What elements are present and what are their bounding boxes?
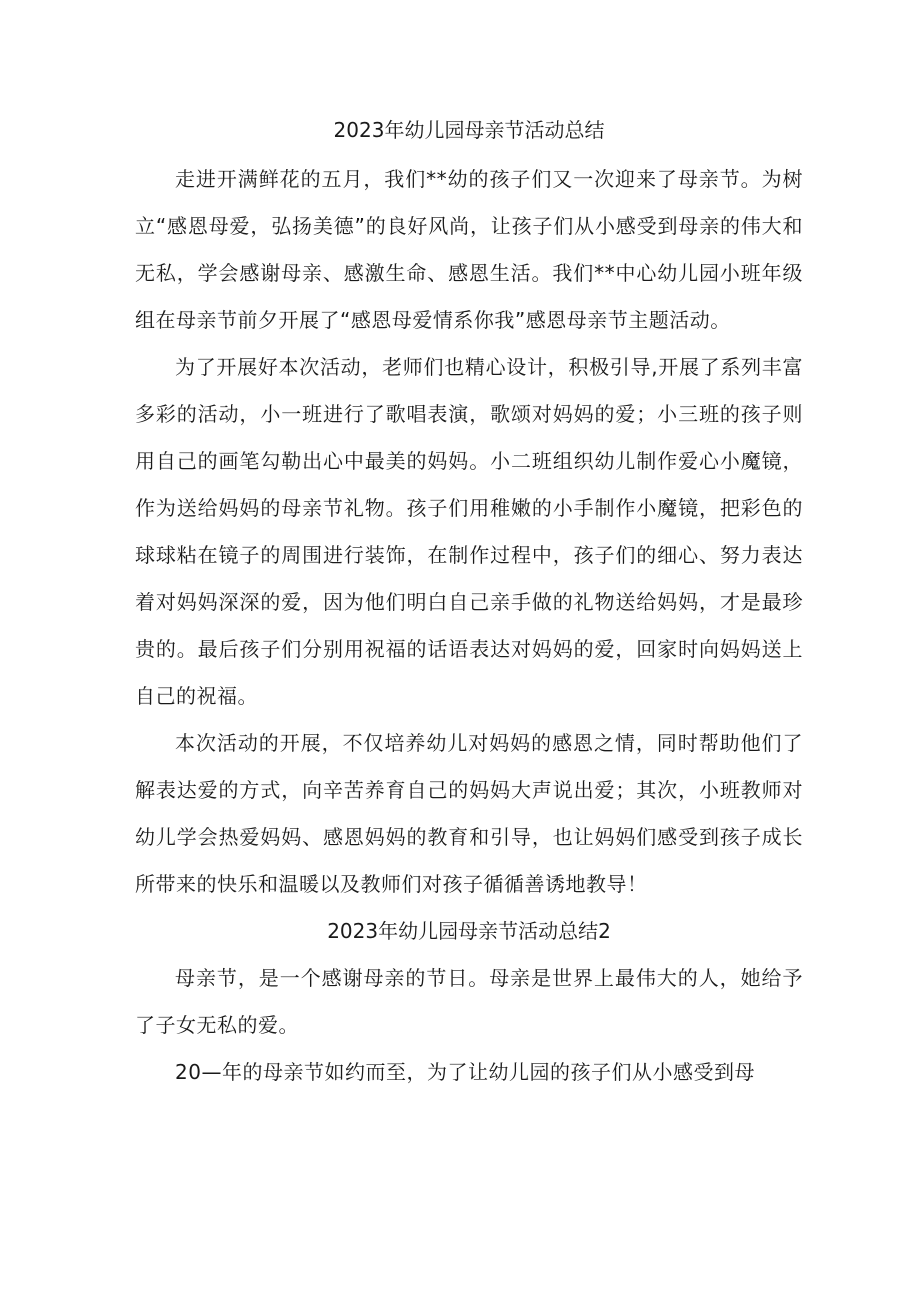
section-title-2: 2023年幼儿园母亲节活动总结2 bbox=[327, 919, 611, 943]
document-body bbox=[135, 112, 803, 1096]
document-title: 2023年幼儿园母亲节活动总结 bbox=[333, 118, 605, 142]
paragraph-4: 母亲节，是一个感谢母亲的节日。母亲是世界上最伟大的人，她给予了子女无私的爱。 bbox=[135, 966, 803, 1037]
paragraph-5: 20—年的母亲节如约而至，为了让幼儿园的孩子们从小感受到母 bbox=[175, 1060, 755, 1084]
paragraph-2: 为了开展好本次活动，老师们也精心设计，积极引导,开展了系列丰富多彩的活动，小一班进行了歌唱表演，歌颂对妈妈的爱；小三班的孩子则用自己的画笔勾勒出心中最美的妈妈。小二班组织幼儿制作爱心小魔镜，作为送给妈妈的母亲节礼物。孩子们用稚嫩的小手制作小魔镜，把彩色的球球粘在镜子的周围进行装饰，在制作过程中，孩子们的细心、努力表达着对妈妈深深的爱，因为他们明白自己亲手做的礼物送给妈妈，才是最珍贵的。最后孩子们分别用祝福的话语表达对妈妈的爱，回家时向妈妈送上自己的祝福。 bbox=[135, 355, 803, 708]
paragraph-3: 本次活动的开展，不仅培养幼儿对妈妈的感恩之情，同时帮助他们了解表达爱的方式，向辛苦养育自己的妈妈大声说出爱；其次，小班教师对幼儿学会热爱妈妈、感恩妈妈的教育和引导，也让妈妈们感受到孩子成长所带来的快乐和温暖以及教师们对孩子循循善诱地教导！ bbox=[135, 731, 803, 896]
paragraph-1: 走进开满鲜花的五月，我们**幼的孩子们又一次迎来了母亲节。为树立“感恩母爱，弘扬美德”的良好风尚，让孩子们从小感受到母亲的伟大和无私，学会感谢母亲、感激生命、感恩生活。我们**中心幼儿园小班年级组在母亲节前夕开展了“感恩母爱情系你我”感恩母亲节主题活动。 bbox=[135, 167, 803, 332]
